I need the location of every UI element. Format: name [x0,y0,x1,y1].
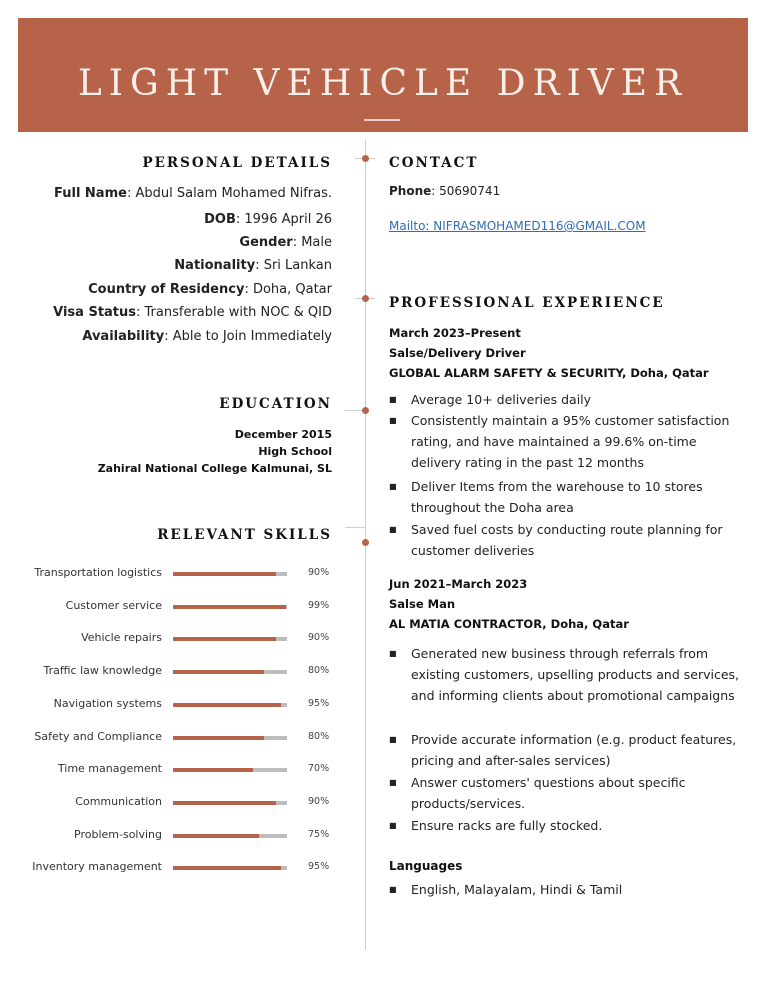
square-bullet-icon: ■ [389,885,397,894]
skill-bar-fill [173,637,276,641]
square-bullet-icon: ■ [389,525,397,534]
skill-percent: 99% [308,600,330,611]
skill-name: Inventory management [32,860,162,873]
skill-row [0,828,360,846]
job-2-bullet: ■ Provide accurate information (e.g. product features, pricing and after-sales services) [389,729,739,771]
skill-percent: 75% [308,829,330,840]
skill-row [0,664,360,682]
skill-row [0,762,360,780]
contact-phone: Phone: 50690741 [389,184,501,198]
education-date: December 2015 [234,428,332,441]
job-2-title: Salse Man [389,597,456,611]
square-bullet-icon: ■ [389,482,397,491]
skill-bar-fill [173,703,281,707]
skill-name: Problem-solving [74,828,162,841]
skills-heading: RELEVANT SKILLS [157,527,332,543]
skill-bar-fill [173,736,264,740]
skill-row [0,631,360,649]
job-1-bullet: ■ Consistently maintain a 95% customer satisfaction rating, and have maintained a 99.6% on-time delivery rating in the past 12 months [389,410,739,473]
personal-row-availability: Availability: Able to Join Immediately [82,329,332,344]
square-bullet-icon: ■ [389,778,397,787]
timeline-dot-skills [362,539,369,546]
job-1-dates: March 2023–Present [389,326,521,340]
skill-percent: 90% [308,567,330,578]
skill-row [0,697,360,715]
personal-details-heading: PERSONAL DETAILS [142,155,332,171]
skill-bar-fill [173,801,276,805]
skill-bar-track [173,736,287,740]
personal-row-gender: Gender: Male [239,235,332,250]
language-item: ■ English, Malayalam, Hindi & Tamil [389,879,739,900]
skill-bar-track [173,801,287,805]
skill-bar-fill [173,670,264,674]
skill-bar-fill [173,768,253,772]
job-1-bullet: ■ Average 10+ deliveries daily [389,389,739,410]
skill-bar-track [173,866,287,870]
skill-bar-track [173,703,287,707]
skill-percent: 95% [308,861,330,872]
timeline-dot-experience [362,295,369,302]
skill-percent: 80% [308,731,330,742]
skill-bar-track [173,637,287,641]
skill-row [0,566,360,584]
skill-row [0,795,360,813]
skill-bar-track [173,670,287,674]
skill-name: Vehicle repairs [81,631,162,644]
timeline-dot-contact [362,155,369,162]
job-1-bullet: ■ Saved fuel costs by conducting route planning for customer deliveries [389,519,739,561]
square-bullet-icon: ■ [389,735,397,744]
header-banner [18,18,748,132]
skill-bar-fill [173,572,276,576]
skill-bar-track [173,572,287,576]
skill-name: Transportation logistics [34,566,162,579]
square-bullet-icon: ■ [389,821,397,830]
skill-bar-fill [173,834,259,838]
job-2-bullet: ■ Ensure racks are fully stocked. [389,815,739,836]
skill-row [0,860,360,878]
square-bullet-icon: ■ [389,395,397,404]
contact-email [389,219,646,233]
skill-bar-track [173,605,287,609]
personal-row-full-name: Full Name: Abdul Salam Mohamed Nifras. [54,186,332,201]
skill-name: Time management [57,762,162,775]
timeline-tick-skills [345,527,365,528]
skill-bar-track [173,768,287,772]
page-title: LIGHT VEHICLE DRIVER [77,63,689,104]
education-heading: EDUCATION [219,396,332,412]
skill-name: Safety and Compliance [34,730,162,743]
skill-row [0,599,360,617]
skill-name: Navigation systems [53,697,162,710]
personal-row-dob: DOB: 1996 April 26 [204,212,332,227]
education-level: High School [258,445,332,458]
title-underline [364,119,400,121]
job-1-company: GLOBAL ALARM SAFETY & SECURITY, Doha, Qatar [389,366,709,380]
skill-name: Customer service [65,599,162,612]
skill-name: Traffic law knowledge [43,664,162,677]
job-1-bullet: ■ Deliver Items from the warehouse to 10 stores throughout the Doha area [389,476,739,518]
job-2-bullet: ■ Generated new business through referrals from existing customers, upselling products and services, and informing clients about promotional campaigns [389,643,739,706]
experience-heading: PROFESSIONAL EXPERIENCE [389,295,665,311]
square-bullet-icon: ■ [389,416,397,425]
timeline-dot-education [362,407,369,414]
job-2-company: AL MATIA CONTRACTOR, Doha, Qatar [389,617,629,631]
skill-percent: 70% [308,763,330,774]
personal-row-visa: Visa Status: Transferable with NOC & QID [53,305,332,320]
skill-percent: 80% [308,665,330,676]
skill-percent: 90% [308,796,330,807]
skill-bar-fill [173,605,286,609]
square-bullet-icon: ■ [389,649,397,658]
job-1-title: Salse/Delivery Driver [389,346,526,360]
skill-name: Communication [75,795,162,808]
email-link[interactable]: Mailto: NIFRASMOHAMED116@GMAIL.COM [389,219,646,233]
job-2-bullet: ■ Answer customers' questions about specific products/services. [389,772,739,814]
skill-bar-track [173,834,287,838]
skill-row [0,730,360,748]
contact-heading: CONTACT [389,155,479,171]
job-2-dates: Jun 2021–March 2023 [389,577,528,591]
education-school: Zahiral National College Kalmunai, SL [97,462,332,475]
personal-row-nationality: Nationality: Sri Lankan [174,258,332,273]
personal-row-country: Country of Residency: Doha, Qatar [88,282,332,297]
skill-bar-fill [173,866,281,870]
skill-percent: 90% [308,632,330,643]
languages-heading: Languages [389,859,463,873]
skill-percent: 95% [308,698,330,709]
